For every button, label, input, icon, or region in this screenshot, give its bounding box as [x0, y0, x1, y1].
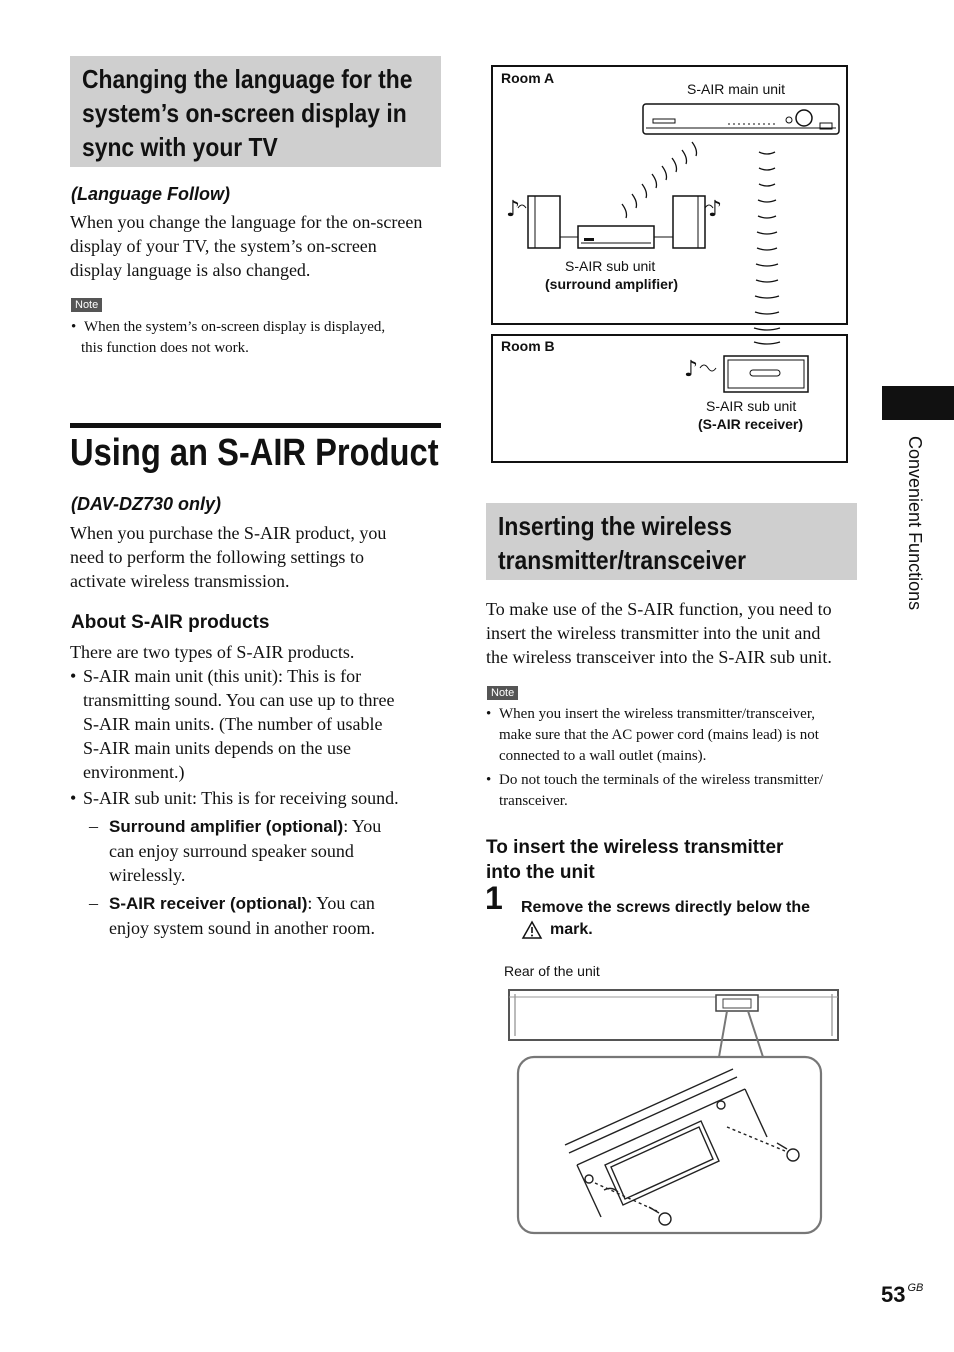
language-follow-subtitle: (Language Follow)	[71, 184, 230, 204]
rear-of-unit-label: Rear of the unit	[504, 963, 600, 979]
side-tab-block	[882, 386, 954, 420]
sub-unit-a-type: (surround amplifier)	[545, 276, 679, 292]
s-air-intro-body: When you purchase the S-AIR product, you need to perform the following settings to activate wireless transmission.	[70, 523, 387, 591]
music-note-icon: ♪	[684, 357, 699, 382]
list-item: • S-AIR sub unit: This is for receiving sound.	[70, 788, 399, 808]
note-item: • Do not touch the terminals of the wireless transmitter/ transceiver.	[486, 772, 824, 809]
music-note-icon: ♪	[506, 197, 521, 222]
about-s-air-body: There are two types of S-AIR products. • S-AIR main unit (this unit): This is for transmitting sound. You can use up to three S-AIR main units. (The number of usable S-AIR main units depends on the use environment.) • S-AIR sub unit: This is for receiving sound. – Surround amplifier (optional): You can enjoy surround speaker sound wirelessly. – S-AIR receiver (optional): You can enjoy system sound in another room.	[70, 640, 450, 940]
music-note-icon: ♪	[708, 197, 723, 222]
step-instruction: Remove the screws directly below the mark.	[521, 899, 810, 938]
surround-speaker-right-icon	[673, 196, 705, 248]
sub-unit-a-label: S-AIR sub unit	[565, 258, 656, 274]
room-a-label: Room A	[501, 70, 555, 86]
s-air-room-diagram	[488, 62, 852, 468]
note-badge: Note	[71, 298, 102, 312]
language-follow-body: When you change the language for the on-screen display of your TV, the system’s on-screen display language is also changed.	[70, 212, 423, 280]
side-tab-label: Convenient Functions	[905, 436, 925, 611]
rear-panel-icon	[509, 990, 838, 1040]
zoom-detail-box	[518, 1057, 821, 1233]
model-subtitle: (DAV-DZ730 only)	[71, 494, 222, 514]
note-badge: Note	[487, 686, 518, 700]
surround-speaker-left-icon	[528, 196, 560, 248]
step-number: 1	[485, 880, 503, 916]
sub-unit-b-label: S-AIR sub unit	[706, 398, 797, 414]
rear-unit-illustration	[505, 985, 845, 1237]
room-b-label: Room B	[501, 338, 555, 354]
list-item: – Surround amplifier (optional): You can enjoy surround speaker sound wirelessly.	[89, 816, 382, 885]
note-item: • When you insert the wireless transmitter/transceiver, make sure that the AC power cord (mains lead) is not connected to a wall outlet (mains).	[486, 706, 819, 764]
surround-amplifier-icon	[578, 226, 654, 248]
warning-triangle-icon	[521, 920, 543, 940]
sub-unit-b-type: (S-AIR receiver)	[698, 416, 804, 432]
list-item: • S-AIR main unit (this unit): This is for transmitting sound. You can use up to three S-AIR main units. (The number of usable S-AIR main units depends on the use environment.)	[70, 666, 395, 782]
page-title: Using an S-AIR Product	[70, 432, 439, 474]
wireless-wave-vertical-icon	[754, 152, 780, 344]
note-list	[486, 704, 866, 812]
procedure-heading: To insert the wireless transmitter into the unit	[486, 837, 784, 883]
note-item: • When the system’s on-screen display is displayed, this function does not work.	[71, 319, 386, 356]
section-heading-inserting: Inserting the wireless transmitter/transceiver	[486, 503, 857, 580]
about-s-air-heading: About S-AIR products	[71, 612, 270, 633]
main-unit-label: S-AIR main unit	[687, 81, 786, 97]
s-air-receiver-icon	[724, 356, 808, 392]
title-rule	[70, 423, 441, 428]
inserting-body: To make use of the S-AIR function, you need to insert the wireless transmitter into the unit and the wireless transceiver into the S-AIR sub unit.	[486, 599, 832, 667]
section-heading-language: Changing the language for the system’s on-screen display in sync with your TV	[70, 56, 441, 167]
page-number: 53 $^{GB}$	[881, 1282, 924, 1307]
list-item: – S-AIR receiver (optional): You can enjoy system sound in another room.	[89, 893, 375, 938]
s-air-main-unit-icon	[643, 104, 839, 134]
